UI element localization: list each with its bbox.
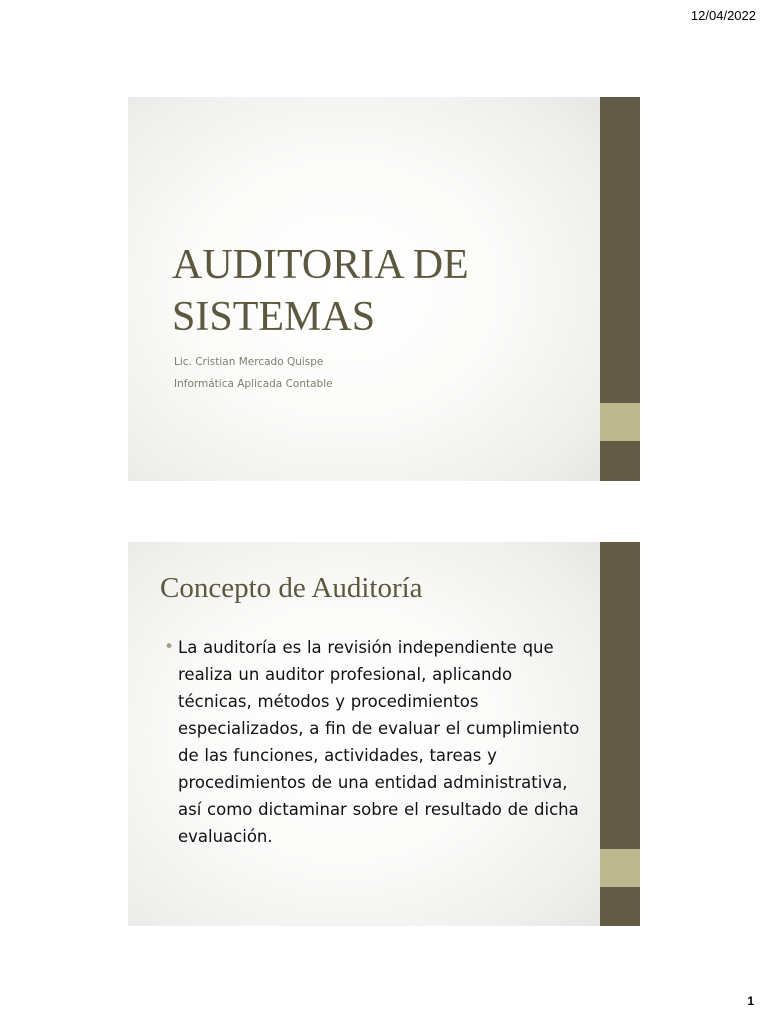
bullet-icon: • [164,637,175,657]
slide-side-accent [600,403,640,441]
page-date: 12/04/2022 [690,8,756,23]
bullet-list [164,634,604,850]
slide-subtitle-author: Lic. Cristian Mercado Quispe [174,356,324,368]
bullet-text: La auditoría es la revisión independiente que realiza un auditor profesional, aplicando técnicas, métodos y procedimientos especializados, a fin de evaluar el cumplimiento de las funciones, actividades, tareas y procedimientos de una entidad administrativa, así como dictaminar sobre el resultado de dicha evaluación. [178,638,580,846]
slide-subtitle-course: Informática Aplicada Contable [174,378,333,390]
page-number: 1 [747,994,754,1008]
slide-title-text: AUDITORIA DE SISTEMAS [172,242,469,340]
slide-concept [128,542,640,926]
slide-heading: Concepto de Auditoría [160,572,423,604]
bullet-item [164,634,604,850]
slide-title [128,97,640,481]
slide-side-accent [600,849,640,887]
